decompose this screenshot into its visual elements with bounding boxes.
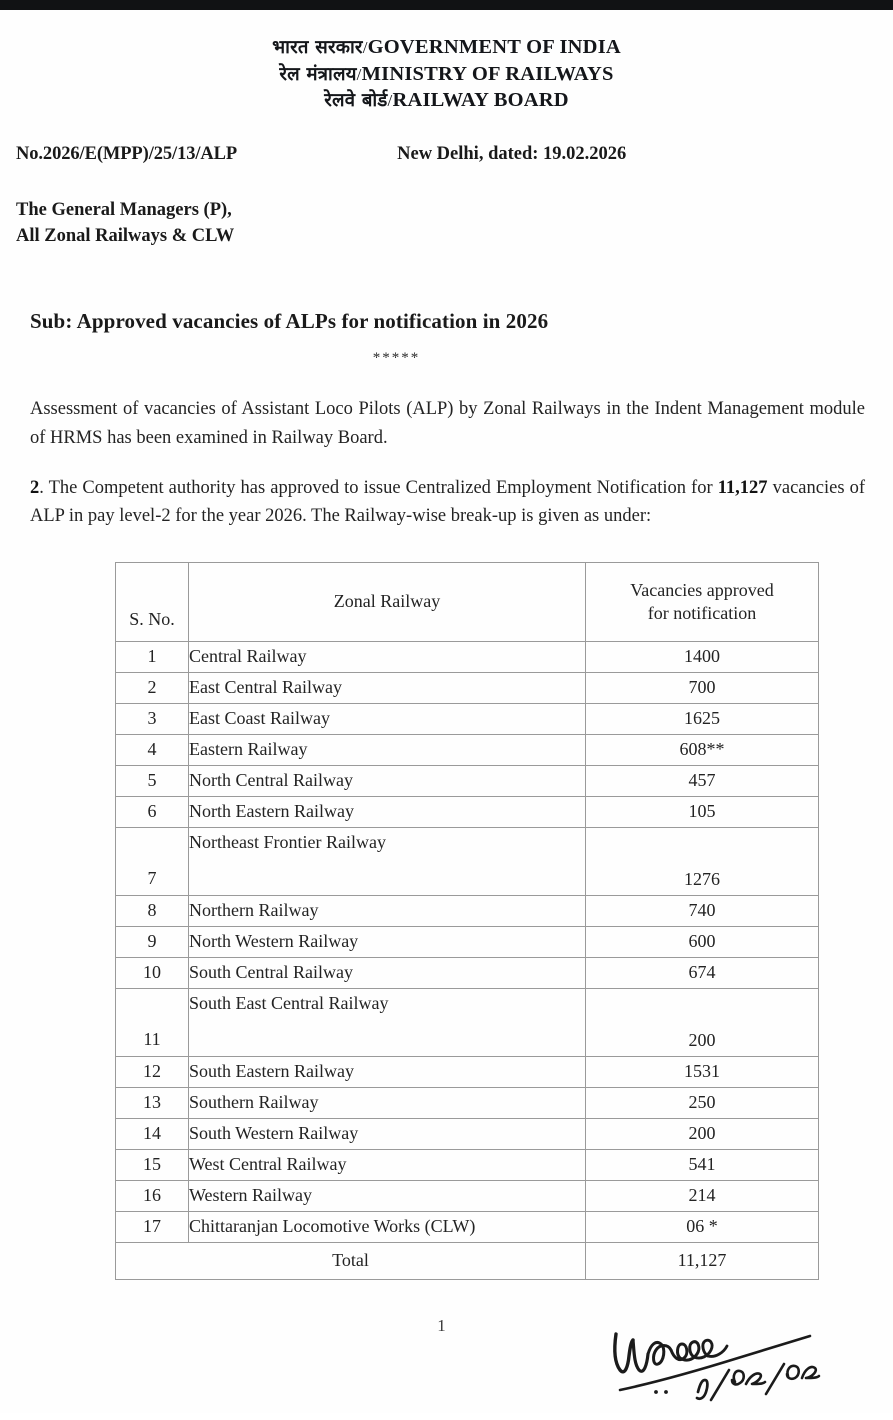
cell-serial-number: 7 xyxy=(116,827,189,895)
cell-zonal-railway: East Central Railway xyxy=(189,672,586,703)
total-value: 11,127 xyxy=(586,1242,819,1279)
cell-serial-number: 6 xyxy=(116,796,189,827)
handwritten-signature-icon xyxy=(598,1320,848,1420)
cell-vacancies-approved: 250 xyxy=(586,1087,819,1118)
vacancy-table-wrapper xyxy=(0,562,893,1280)
vacancy-table xyxy=(115,562,819,1280)
letterhead-line-1 xyxy=(0,34,893,61)
letterhead-separator-1: / xyxy=(362,38,368,57)
paragraph-1: Assessment of vacancies of Assistant Loco Pilots (ALP) by Zonal Railways in the Indent Management module of HRMS has been examined in Railway Board. xyxy=(30,399,865,448)
letterhead xyxy=(0,10,893,114)
table-row xyxy=(116,641,819,672)
cell-vacancies-approved: 214 xyxy=(586,1180,819,1211)
reference-row xyxy=(0,144,893,165)
cell-vacancies-approved: 608** xyxy=(586,734,819,765)
cell-vacancies-approved: 1531 xyxy=(586,1056,819,1087)
cell-zonal-railway: Southern Railway xyxy=(189,1087,586,1118)
cell-vacancies-approved: 740 xyxy=(586,895,819,926)
cell-zonal-railway: North Eastern Railway xyxy=(189,796,586,827)
letterhead-line-2-devanagari: रेल मंत्रालय xyxy=(279,63,357,85)
table-row xyxy=(116,734,819,765)
table-row xyxy=(116,1087,819,1118)
page-number: 1 xyxy=(437,1315,446,1335)
letterhead-line-1-devanagari: भारत सरकार xyxy=(272,37,363,58)
signature-block xyxy=(598,1320,848,1420)
cell-zonal-railway: South East Central Railway xyxy=(189,988,586,1056)
total-label: Total xyxy=(116,1242,586,1279)
letterhead-separator-2: / xyxy=(356,64,362,84)
cell-vacancies-approved: 06 * xyxy=(586,1211,819,1242)
column-header-vacancies-line-1: Vacancies approved xyxy=(630,579,774,600)
table-row xyxy=(116,1118,819,1149)
paragraph-2-total-figure: 11,127 xyxy=(717,477,768,498)
table-row xyxy=(116,672,819,703)
addressee-block xyxy=(0,197,893,250)
vacancy-table-body xyxy=(116,641,819,1242)
cell-vacancies-approved: 1276 xyxy=(586,827,819,895)
table-row xyxy=(116,926,819,957)
letterhead-separator-3: / xyxy=(387,91,393,111)
cell-serial-number: 17 xyxy=(116,1211,189,1242)
place-and-date: New Delhi, dated: 19.02.2026 xyxy=(397,143,627,164)
table-row xyxy=(116,1211,819,1242)
table-row xyxy=(116,895,819,926)
table-row xyxy=(116,1180,819,1211)
scan-top-black-bar xyxy=(0,0,893,10)
cell-serial-number: 4 xyxy=(116,734,189,765)
cell-serial-number: 8 xyxy=(116,895,189,926)
paragraph-2-text-part-1: . The Competent authority has approved to issue Centralized Employment Notification for xyxy=(39,477,718,498)
cell-vacancies-approved: 541 xyxy=(586,1149,819,1180)
cell-serial-number: 9 xyxy=(116,926,189,957)
reference-number: No.2026/E(MPP)/25/13/ALP xyxy=(16,143,238,164)
cell-zonal-railway: Western Railway xyxy=(189,1180,586,1211)
cell-zonal-railway: South Western Railway xyxy=(189,1118,586,1149)
cell-zonal-railway: South Eastern Railway xyxy=(189,1056,586,1087)
cell-zonal-railway: South Central Railway xyxy=(189,957,586,988)
letterhead-line-2-english: MINISTRY OF RAILWAYS xyxy=(361,62,614,85)
table-row xyxy=(116,827,819,895)
cell-serial-number: 13 xyxy=(116,1087,189,1118)
subject-line: Sub: Approved vacancies of ALPs for notification in 2026 xyxy=(30,309,549,334)
cell-serial-number: 3 xyxy=(116,703,189,734)
document-page xyxy=(0,10,893,1413)
cell-serial-number: 16 xyxy=(116,1180,189,1211)
cell-vacancies-approved: 674 xyxy=(586,957,819,988)
letterhead-line-3-english: RAILWAY BOARD xyxy=(392,89,569,112)
letterhead-line-3 xyxy=(0,87,893,114)
addressee-line-1: The General Managers (P), xyxy=(16,199,232,220)
body-block xyxy=(0,395,893,529)
cell-zonal-railway: Northeast Frontier Railway xyxy=(189,827,586,895)
cell-serial-number: 15 xyxy=(116,1149,189,1180)
paragraph-2-text-part-2: vacancies of ALP in pay level-2 for the year 2026. The Railway-wise break-up is given as under: xyxy=(30,477,865,526)
table-header-row xyxy=(116,562,819,641)
cell-vacancies-approved: 105 xyxy=(586,796,819,827)
paragraph-2 xyxy=(30,474,865,530)
cell-zonal-railway: Chittaranjan Locomotive Works (CLW) xyxy=(189,1211,586,1242)
addressee-line-2: All Zonal Railways & CLW xyxy=(16,226,235,247)
cell-zonal-railway: North Central Railway xyxy=(189,765,586,796)
cell-serial-number: 10 xyxy=(116,957,189,988)
table-row xyxy=(116,1149,819,1180)
cell-zonal-railway: Northern Railway xyxy=(189,895,586,926)
cell-zonal-railway: East Coast Railway xyxy=(189,703,586,734)
letterhead-line-2 xyxy=(0,61,893,88)
column-header-vacancies-line-2: for notification xyxy=(647,602,757,623)
cell-serial-number: 14 xyxy=(116,1118,189,1149)
cell-zonal-railway: North Western Railway xyxy=(189,926,586,957)
cell-vacancies-approved: 200 xyxy=(586,1118,819,1149)
table-row xyxy=(116,957,819,988)
letterhead-line-1-english: GOVERNMENT OF INDIA xyxy=(367,36,621,58)
cell-serial-number: 5 xyxy=(116,765,189,796)
cell-vacancies-approved: 200 xyxy=(586,988,819,1056)
table-total-row xyxy=(116,1242,819,1279)
cell-zonal-railway: West Central Railway xyxy=(189,1149,586,1180)
column-header-zonal-railway: Zonal Railway xyxy=(189,562,586,641)
table-row xyxy=(116,703,819,734)
cell-vacancies-approved: 457 xyxy=(586,765,819,796)
cell-zonal-railway: Central Railway xyxy=(189,641,586,672)
cell-serial-number: 2 xyxy=(116,672,189,703)
letterhead-line-3-devanagari: रेलवे बोर्ड xyxy=(324,90,388,112)
cell-serial-number: 11 xyxy=(116,988,189,1056)
cell-vacancies-approved: 1400 xyxy=(586,641,819,672)
paragraph-2-marker: 2 xyxy=(30,477,40,498)
vacancy-table-foot xyxy=(116,1242,819,1279)
cell-serial-number: 12 xyxy=(116,1056,189,1087)
table-row xyxy=(116,796,819,827)
cell-vacancies-approved: 1625 xyxy=(586,703,819,734)
vacancy-table-head xyxy=(116,562,819,641)
table-row xyxy=(116,1056,819,1087)
cell-vacancies-approved: 600 xyxy=(586,926,819,957)
column-header-sno: S. No. xyxy=(116,562,189,641)
table-row xyxy=(116,988,819,1056)
cell-vacancies-approved: 700 xyxy=(586,672,819,703)
table-row xyxy=(116,765,819,796)
cell-zonal-railway: Eastern Railway xyxy=(189,734,586,765)
column-header-vacancies-approved xyxy=(586,562,819,641)
star-separator: ***** xyxy=(372,350,421,367)
cell-serial-number: 1 xyxy=(116,641,189,672)
